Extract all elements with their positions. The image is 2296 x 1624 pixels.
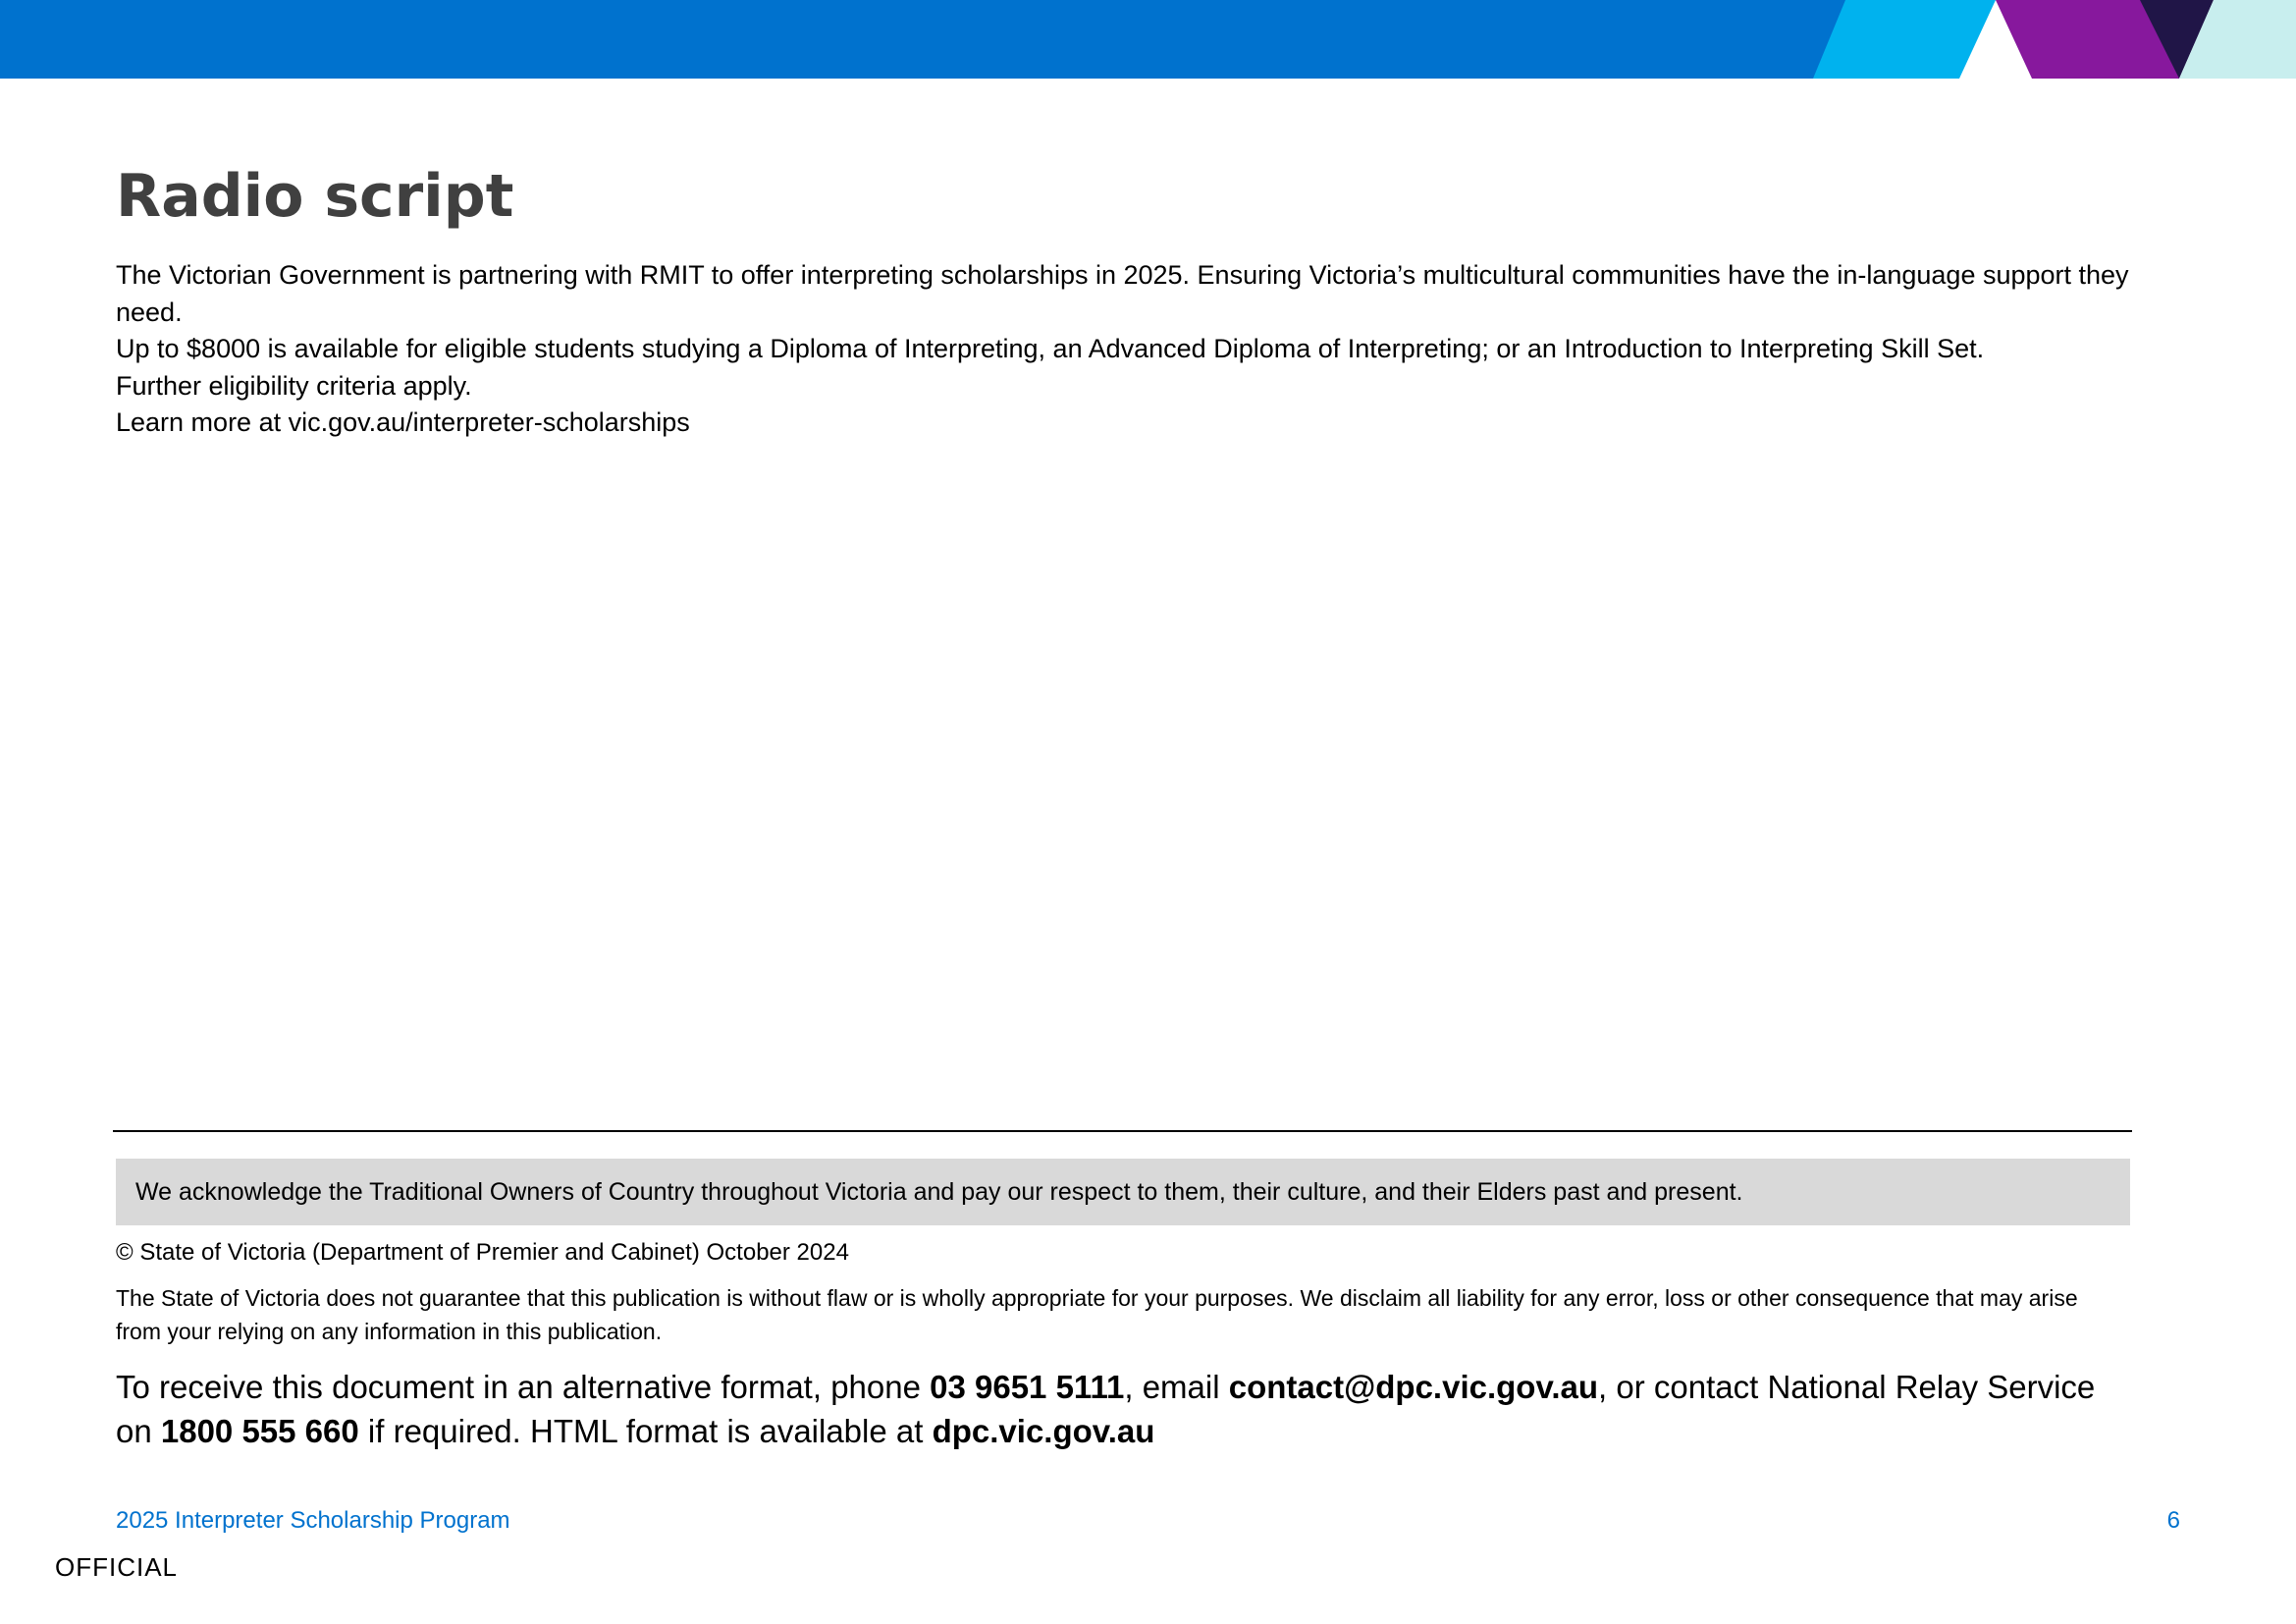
banner-graphic (0, 0, 2296, 79)
footer-program-name: 2025 Interpreter Scholarship Program (116, 1507, 510, 1534)
website-link: dpc.vic.gov.au (932, 1413, 1155, 1449)
script-paragraph: Learn more at vic.gov.au/interpreter-scholarships (116, 407, 690, 437)
script-paragraph: Further eligibility criteria apply. (116, 370, 472, 401)
banner-blue-band (0, 0, 1845, 79)
page-number: 6 (2166, 1507, 2180, 1534)
copyright-notice: © State of Victoria (Department of Premier and Cabinet) October 2024 (116, 1239, 849, 1266)
script-paragraph: The Victorian Government is partnering with RMIT to offer interpreting scholarships in 2025. Ensuring Victoria’s multicultural communities have the in-language support they need. (116, 260, 2129, 327)
footer-divider (113, 1130, 2132, 1132)
acknowledgement-of-country: We acknowledge the Traditional Owners of Country throughout Victoria and pay our respect to them, their culture, and their Elders past and present. (116, 1159, 2130, 1225)
radio-script-body (116, 257, 2138, 442)
top-banner (0, 0, 2296, 79)
alt-format-text: , email (1124, 1369, 1229, 1405)
contact-email: contact@dpc.vic.gov.au (1228, 1369, 1599, 1405)
page-title: Radio script (116, 162, 514, 231)
disclaimer-text: The State of Victoria does not guarantee that this publication is without flaw or is wholly appropriate for your purposes. We disclaim all liability for any error, loss or other consequence that may arise from your relying on any information in this publication. (116, 1285, 2078, 1344)
relay-service-number: 1800 555 660 (160, 1413, 359, 1449)
script-paragraph: Up to $8000 is available for eligible students studying a Diploma of Interpreting, an Advanced Diploma of Interpreting; or an Introduction to Interpreting Skill Set. (116, 334, 1985, 363)
alt-format-text: , or contact National Relay Service on (116, 1369, 2096, 1449)
phone-number: 03 9651 5111 (930, 1369, 1125, 1405)
security-classification: OFFICIAL (55, 1552, 179, 1582)
alt-format-text: if required. HTML format is available at (358, 1413, 933, 1449)
alt-format-text: To receive this document in an alternative format, phone (116, 1369, 931, 1405)
alternative-format-notice (116, 1365, 2138, 1453)
